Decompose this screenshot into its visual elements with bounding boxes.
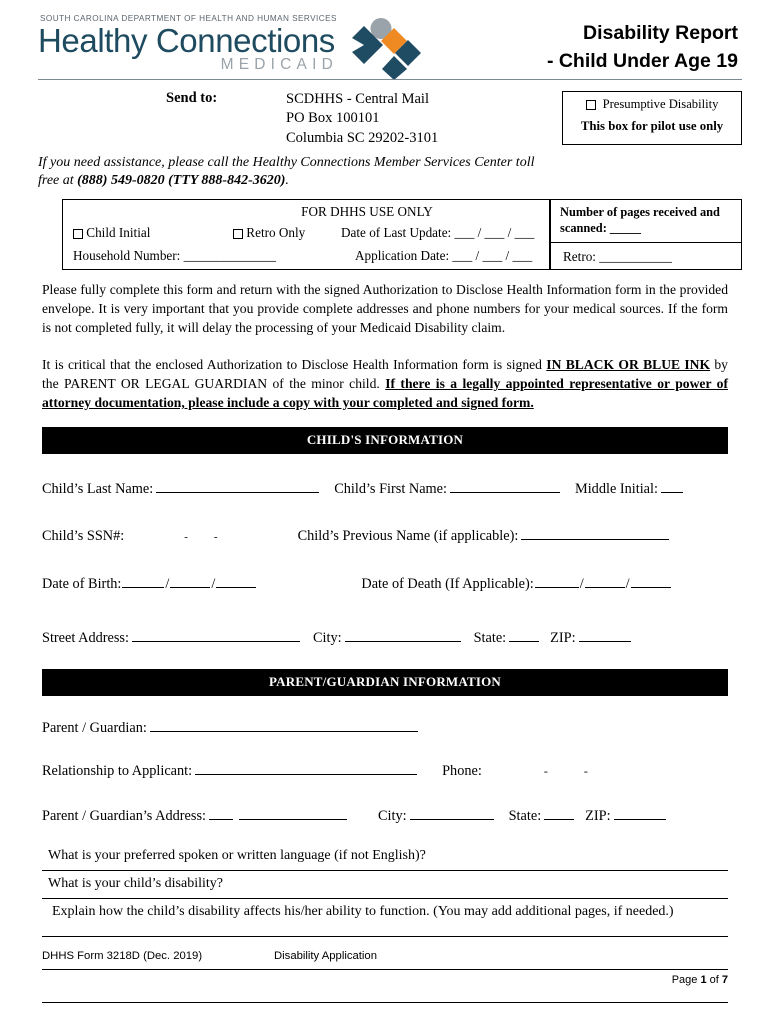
- application-date-field[interactable]: Application Date: ___ / ___ / ___: [355, 248, 533, 264]
- child-last-name-label: Child’s Last Name:: [42, 480, 154, 497]
- child-dates-row: [42, 575, 728, 593]
- page-footer: [42, 950, 728, 986]
- assistance-note: [38, 154, 558, 190]
- child-previous-name-input[interactable]: [521, 527, 669, 540]
- presumptive-disability-label: Presumptive Disability: [602, 97, 719, 111]
- parent-zip-label: ZIP:: [585, 807, 611, 824]
- child-state-input[interactable]: [509, 629, 539, 642]
- agency-logo: [38, 10, 398, 74]
- parent-state-input[interactable]: [544, 807, 574, 820]
- child-previous-name-label: Child’s Previous Name (if applicable):: [297, 527, 519, 544]
- parent-address-label: Parent / Guardian’s Address:: [42, 807, 206, 824]
- pages-received-field[interactable]: Number of pages received and scanned: _____: [550, 199, 742, 243]
- parent-guardian-label: Parent / Guardian:: [42, 719, 147, 736]
- logo-wordmark: Healthy Connections: [38, 22, 335, 59]
- ssn-dash-1: -: [184, 530, 188, 543]
- disability-question: What is your child’s disability?: [48, 875, 223, 891]
- retro-only-label: Retro Only: [246, 225, 306, 241]
- footer-form-id: DHHS Form 3218D (Dec. 2019): [42, 950, 203, 962]
- parent-zip-input[interactable]: [614, 807, 666, 820]
- page-header: [0, 0, 770, 84]
- child-middle-initial-input[interactable]: [661, 480, 683, 493]
- send-to-block: [0, 90, 770, 190]
- page-title-line2: - Child Under Age 19: [546, 49, 738, 72]
- child-information-section-bar: CHILD'S INFORMATION: [42, 427, 728, 454]
- presumptive-disability-box: [562, 91, 742, 145]
- child-address-row: [42, 629, 728, 647]
- phone-label: Phone:: [442, 762, 482, 779]
- instructions-paragraph-1: Please fully complete this form and return with the signed Authorization to Disclose Health Information form in the provided envelope. It is very important that you provide complete addresses and phone numbers for your medical sources. If the form is not completed fully, it will delay the processing of your Medicaid Disability claim.: [42, 282, 728, 335]
- phone-dash-2: -: [583, 763, 588, 778]
- assistance-phone: (888) 549-0820 (TTY 888-842-3620): [77, 173, 286, 189]
- footer-form-name: Disability Application: [274, 950, 377, 962]
- dob-day-input[interactable]: [170, 575, 210, 588]
- date-of-last-update-field[interactable]: Date of Last Update: ___ / ___ / ___: [341, 225, 535, 241]
- critical-text-part1: It is critical that the enclosed Authorization to Disclose Health Information form is signed: [42, 357, 547, 373]
- dhhs-use-only-title: FOR DHHS USE ONLY: [301, 204, 433, 220]
- language-question: What is your preferred spoken or written language (if not English)?: [48, 847, 426, 863]
- parent-address-row: [42, 807, 728, 825]
- dob-slash-1: /: [165, 575, 170, 592]
- dhhs-right-panel: [550, 199, 742, 270]
- page-mid-text: of: [706, 974, 722, 986]
- child-name-row: [42, 480, 728, 498]
- parent-guardian-input[interactable]: [150, 719, 418, 732]
- child-initial-checkbox[interactable]: [73, 229, 83, 239]
- parent-city-input[interactable]: [410, 807, 494, 820]
- child-initial-field[interactable]: [73, 225, 233, 241]
- child-ssn-label: Child’s SSN#:: [42, 527, 125, 544]
- household-number-field[interactable]: Household Number: ______________: [73, 248, 276, 264]
- black-or-blue-ink-emphasis: IN BLACK OR BLUE INK: [546, 357, 711, 373]
- parent-guardian-row: [42, 719, 728, 737]
- explain-question: Explain how the child’s disability affects his/her ability to function. (You may add additional pages, if needed.): [52, 903, 674, 919]
- address-line-1: SCDHHS - Central Mail: [286, 91, 429, 107]
- child-city-label: City:: [312, 629, 342, 646]
- date-of-birth-label: Date of Birth:: [42, 575, 122, 592]
- retro-only-field[interactable]: [233, 225, 341, 241]
- dod-year-input[interactable]: [631, 575, 671, 588]
- dob-year-input[interactable]: [216, 575, 256, 588]
- street-address-input[interactable]: [132, 629, 300, 642]
- relationship-label: Relationship to Applicant:: [42, 762, 193, 779]
- assistance-prefix: If you need assistance, please call the Healthy Connections Member Services Center toll free at: [38, 154, 535, 189]
- address-line-3: Columbia SC 29202-3101: [286, 129, 439, 146]
- child-zip-input[interactable]: [579, 629, 631, 642]
- parent-address-number-input[interactable]: [209, 807, 233, 820]
- explain-answer-line-3[interactable]: [42, 1002, 728, 1003]
- child-ssn-row: [42, 527, 728, 545]
- send-to-address: [286, 90, 438, 148]
- child-city-input[interactable]: [345, 629, 461, 642]
- child-first-name-label: Child’s First Name:: [334, 480, 447, 497]
- address-line-2: PO Box 100101: [286, 110, 380, 127]
- date-of-death-label: Date of Death (If Applicable):: [361, 575, 534, 592]
- dob-month-input[interactable]: [122, 575, 164, 588]
- child-last-name-input[interactable]: [156, 480, 319, 493]
- page-title-line1: Disability Report: [583, 22, 738, 44]
- header-divider: [38, 79, 742, 80]
- child-zip-label: ZIP:: [550, 629, 576, 646]
- healthy-connections-mark-icon: [350, 16, 424, 82]
- pilot-use-note: This box for pilot use only: [580, 119, 724, 133]
- parent-guardian-section-bar: PARENT/GUARDIAN INFORMATION: [42, 669, 728, 696]
- dhhs-use-only-table: [62, 199, 742, 270]
- representative-emphasis: If there is a legally appointed representative or power of attorney documentation, please include a copy with your completed and signed form.: [42, 376, 728, 410]
- ssn-dash-2: -: [213, 530, 218, 543]
- footer-page-number: [42, 974, 728, 986]
- presumptive-disability-checkbox[interactable]: [586, 100, 596, 110]
- child-first-name-input[interactable]: [450, 480, 560, 493]
- dob-slash-2: /: [211, 575, 216, 592]
- assistance-suffix: .: [285, 173, 289, 189]
- dod-month-input[interactable]: [535, 575, 579, 588]
- dod-slash-2: /: [625, 575, 630, 592]
- send-to-label: Send to:: [166, 90, 218, 106]
- critical-text-part2: by the PARENT OR LEGAL GUARDIAN of the minor child.: [42, 357, 728, 392]
- dod-slash-1: /: [579, 575, 584, 592]
- parent-state-label: State:: [508, 807, 542, 824]
- retro-field[interactable]: Retro: ___________: [550, 243, 742, 270]
- relationship-phone-row: [42, 762, 728, 780]
- page-prefix-text: Page: [671, 974, 701, 986]
- parent-city-label: City:: [378, 807, 407, 824]
- child-state-label: State:: [473, 629, 507, 646]
- presumptive-disability-row[interactable]: [563, 97, 741, 112]
- street-address-label: Street Address:: [42, 629, 129, 646]
- phone-dash-1: -: [543, 763, 548, 778]
- retro-only-checkbox[interactable]: [233, 229, 243, 239]
- page-current: 1: [700, 974, 707, 986]
- logo-medicaid-text: MEDICAID: [220, 55, 338, 73]
- logo-tagline: SOUTH CAROLINA DEPARTMENT OF HEALTH AND HUMAN SERVICES: [40, 14, 337, 23]
- page-title: [547, 20, 742, 75]
- explain-answer-line-1[interactable]: [42, 936, 728, 937]
- child-initial-label: Child Initial: [86, 225, 151, 241]
- page-total: 7: [721, 974, 728, 986]
- child-middle-initial-label: Middle Initial:: [574, 480, 658, 497]
- dod-day-input[interactable]: [585, 575, 625, 588]
- relationship-input[interactable]: [195, 762, 417, 775]
- instructions-paragraph-2: [42, 356, 728, 412]
- parent-address-street-input[interactable]: [239, 807, 347, 820]
- dhhs-left-panel: [62, 199, 550, 270]
